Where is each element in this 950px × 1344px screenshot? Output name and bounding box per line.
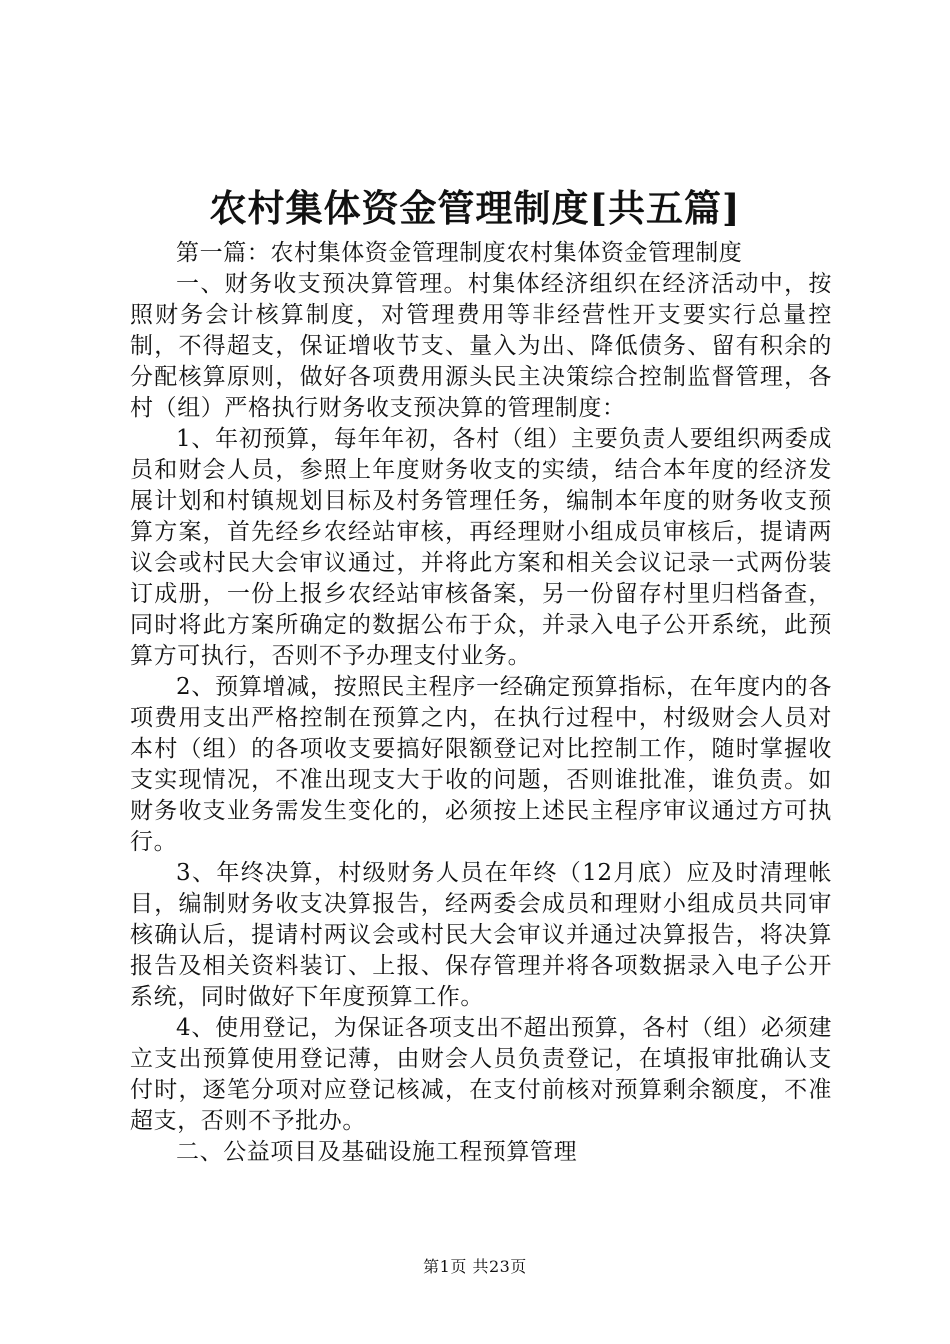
body-paragraph: 1、年初预算，每年年初，各村（组）主要负责人要组织两委成员和财会人员，参照上年度财务收支的实绩，结合本年度的经济发展计划和村镇规划目标及村务管理任务，编制本年度的财务收支预算方案，首先经乡农经站审核，再经理财小组成员审核后，提请两议会或村民大会审议通过，并将此方案和相关会议记录一式两份装订成册，一份上报乡农经站审核备案，另一份留存村里归档备查，同时将此方案所确定的数据公布于众，并录入电子公开系统，此预算方可执行，否则不予办理支付业务。 [130,426,832,669]
body-paragraph: 2、预算增减，按照民主程序一经确定预算指标，在年度内的各项费用支出严格控制在预算之内，在执行过程中，村级财会人员对本村（组）的各项收支要搞好限额登记对比控制工作，随时掌握收支实现情况，不准出现支大于收的问题，否则谁批准，谁负责。如财务收支业务需发生变化的，必须按上述民主程序审议通过方可执行。 [130,674,832,855]
document-body [130,238,832,1168]
body-paragraph: 3、年终决算，村级财务人员在年终（12月底）应及时清理帐目，编制财务收支决算报告，经两委会成员和理财小组成员共同审核确认后，提请村两议会或村民大会审议并通过决算报告，将决算报告及相关资料装订、上报、保存管理并将各项数据录入电子公开系统，同时做好下年度预算工作。 [130,860,832,1010]
body-paragraph: 二、公益项目及基础设施工程预算管理 [176,1139,578,1165]
body-paragraph: 4、使用登记，为保证各项支出不超出预算，各村（组）必须建立支出预算使用登记薄，由财会人员负责登记，在填报审批确认支付时，逐笔分项对应登记核减，在支付前核对预算剩余额度，不准超支，否则不予批办。 [130,1015,832,1134]
section-heading: 第一篇：农村集体资金管理制度农村集体资金管理制度 [176,240,743,266]
body-paragraph: 一、财务收支预决算管理。村集体经济组织在经济活动中，按照财务会计核算制度，对管理费用等非经营性开支要实行总量控制，不得超支，保证增收节支、量入为出、降低债务、留有积余的分配核算原则，做好各项费用源头民主决策综合控制监督管理，各村（组）严格执行财务收支预决算的管理制度： [130,271,832,421]
page-footer: 第1页 共23页 [423,1257,527,1276]
document-title: 农村集体资金管理制度[共五篇] [209,186,741,230]
